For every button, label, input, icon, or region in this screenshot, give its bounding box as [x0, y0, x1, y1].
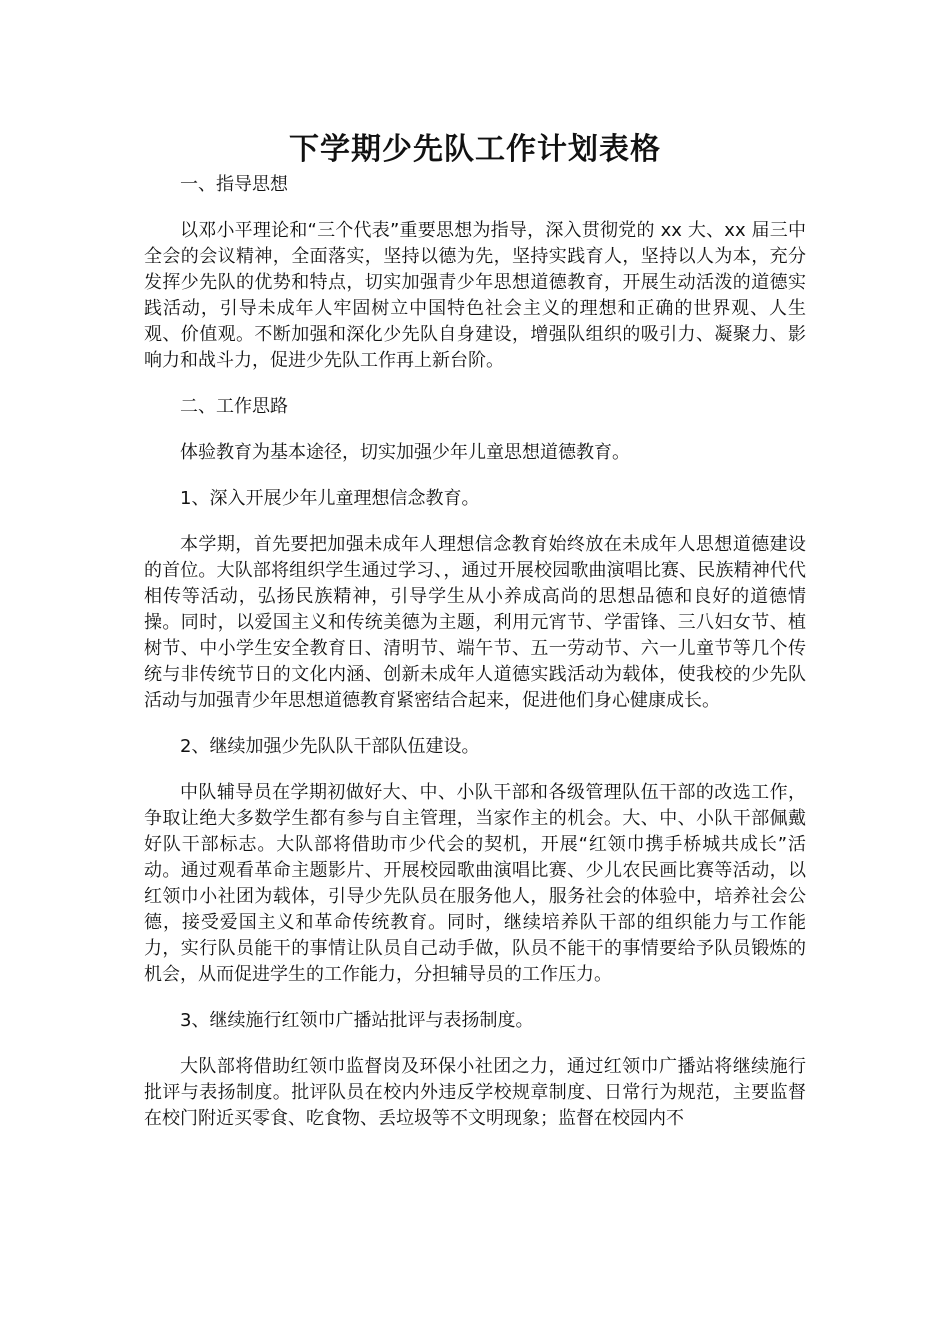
document-body [144, 172, 806, 1132]
section-heading-work-approach: 二、工作思路 [180, 396, 288, 417]
paragraph-ideals-education: 本学期，首先要把加强未成年人理想信念教育始终放在未成年人思想道德建设的首位。大队部将组织学生通过学习、，通过开展校园歌曲演唱比赛、民族精神代代相传等活动，弘扬民族精神，引导学生从小养成高尚的思想品德和良好的道德情操。同时，以爱国主义和传统美德为主题，利用元宵节、学雷锋、三八妇女节、植树节、中小学生安全教育日、清明节、端午节、五一劳动节、六一儿童节等几个传统与非传统节日的文化内涵、创新未成年人道德实践活动为载体，使我校的少先队活动与加强青少年思想道德教育紧密结合起来，促进他们身心健康成长。 [144, 534, 806, 711]
paragraph-cadre-building: 中队辅导员在学期初做好大、中、小队干部和各级管理队伍干部的改选工作，争取让绝大多数学生都有参与自主管理，当家作主的机会。大、中、小队干部佩戴好队干部标志。大队部将借助市少代会的契机，开展“红领巾携手桥城共成长”活动。通过观看革命主题影片、开展校园歌曲演唱比赛、少儿农民画比赛等活动，以红领巾小社团为载体，引导少先队员在服务他人，服务社会的体验中，培养社会公德，接受爱国主义和革命传统教育。同时，继续培养队干部的组织能力与工作能力，实行队员能干的事情让队员自己动手做，队员不能干的事情要给予队员锻炼的机会，从而促进学生的工作能力，分担辅导员的工作压力。 [144, 782, 806, 985]
subheading-ideals-education: 1、深入开展少年儿童理想信念教育。 [180, 488, 480, 509]
paragraph-broadcast-system: 大队部将借助红领巾监督岗及环保小社团之力，通过红领巾广播站将继续施行批评与表扬制度。批评队员在校内外违反学校规章制度、日常行为规范，主要监督在校门附近买零食、吃食物、丢垃圾等不文明现象；监督在校园内不 [144, 1056, 806, 1129]
paragraph-experience-education: 体验教育为基本途径，切实加强少年儿童思想道德教育。 [180, 442, 630, 463]
section-heading-guiding-ideology: 一、指导思想 [180, 174, 288, 195]
document-title: 下学期少先队工作计划表格 [289, 132, 661, 167]
paragraph-guiding-ideology: 以邓小平理论和“三个代表”重要思想为指导，深入贯彻党的 xx 大、xx 届三中全会的会议精神，全面落实，坚持以德为先，坚持实践育人，坚持以人为本，充分发挥少先队的优势和特点，切实加强青少年思想道德教育，开展生动活泼的道德实践活动，引导未成年人牢固树立中国特色社会主义的理想和正确的世界观、人生观、价值观。不断加强和深化少先队自身建设，增强队组织的吸引力、凝聚力、影响力和战斗力，促进少先队工作再上新台阶。 [144, 220, 806, 371]
subheading-cadre-building: 2、继续加强少先队队干部队伍建设。 [180, 736, 480, 757]
subheading-broadcast-system: 3、继续施行红领巾广播站批评与表扬制度。 [180, 1010, 534, 1031]
